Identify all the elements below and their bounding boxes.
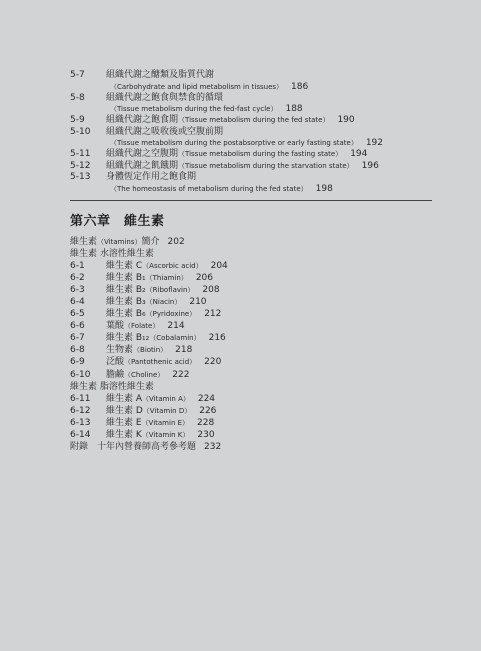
entry-english-line [70,82,440,93]
entry-title: 維生素 B₆ [106,309,146,320]
entry-english-line [70,104,440,115]
entry-english: （Choline） [124,370,165,379]
entry-page: 220 [204,357,222,368]
toc-entry-5-13[interactable] [70,172,440,195]
chapter-6-list [70,236,440,454]
entry-page: 210 [189,296,207,307]
toc-entry-5-9[interactable] [70,115,440,127]
entry-number: 6-10 [70,369,91,380]
entry-title: 維生素 [70,236,98,247]
entry-title: 組織代謝之吸收後或空腹前期 [106,126,224,137]
entry-suffix: 簡介 [141,236,160,247]
entry-english-line [70,138,440,149]
toc-entry-5-8[interactable] [70,93,440,116]
entry-title: 組織代謝之飢餓期 [106,160,179,171]
entry-title: 膽鹼 [106,369,125,380]
entry-title: 維生素 D [106,405,143,416]
entry-number: 5-10 [70,126,91,137]
entry-title: 組織代謝之空腹期 [106,149,179,159]
entry-title: 維生素 B₁₂ [106,333,150,344]
entry-page: 224 [197,393,216,404]
entry-english: （Folate） [124,322,160,331]
entry-english: （Vitamin E） [141,418,190,427]
entry-english: （Tissue metabolism during the fasting state） [178,150,343,158]
toc-entry-vitamins-intro[interactable] [70,236,440,248]
entry-page: 204 [210,260,228,271]
entry-title: 身體恆定作用之飽食期 [106,172,197,182]
entry-title: 維生素 脂溶性維生素 [70,381,154,392]
entry-title: 維生素 水溶性維生素 [70,248,154,259]
entry-title: 維生素 B₁ [106,272,146,283]
entry-number: 6-5 [70,309,85,320]
entry-page: 218 [175,345,193,356]
entry-title: 葉酸 [106,321,125,332]
entry-title: 組織代謝之飽食與禁食的循環 [106,92,224,103]
entry-number: 6-14 [70,430,91,440]
toc-entry-6-3[interactable] [70,284,440,296]
toc-entry-6-13[interactable] [70,417,440,429]
entry-page: 208 [202,284,220,295]
entry-english: （Vitamin A） [142,394,190,403]
toc-entry-6-14[interactable] [70,429,440,441]
entry-english: （Carbohydrate and lipid metabolism in tissues） [110,82,284,91]
entry-title: 維生素 B₂ [106,284,146,295]
entry-page: 226 [199,405,217,416]
entry-page: 188 [285,104,303,114]
entry-title: 維生素 E [106,417,142,428]
entry-page: 206 [195,272,213,283]
entry-number: 6-7 [70,333,85,344]
entry-english: （Pantothenic acid） [124,358,197,367]
entry-number: 5-11 [70,149,91,159]
toc-entry-6-5[interactable] [70,308,440,320]
entry-title: 泛酸 [106,357,125,368]
entry-page: 216 [208,333,226,344]
toc-entry-appendix[interactable] [70,441,440,453]
chapter-title: 第六章 維生素 [70,213,165,229]
entry-page: 212 [204,309,222,320]
entry-title: 維生素 K [106,430,142,440]
entry-page: 232 [204,442,222,453]
entry-english-line [70,184,440,195]
entry-number: 6-12 [70,405,91,416]
entry-english: （Vitamins） [97,237,142,246]
entry-english: （Tissue metabolism during the postabsorptive or early fasting state） [110,139,358,147]
entry-page: 190 [337,115,355,125]
entry-number: 5-13 [70,172,91,182]
toc-entry-6-11[interactable] [70,393,440,405]
entry-title: 組織代謝之飽食期 [106,115,179,125]
entry-english: （Riboflavin） [145,285,195,294]
entry-page: 202 [167,236,185,247]
entry-number: 6-13 [70,417,91,428]
entry-number: 6-6 [70,321,85,332]
entry-number: 5-9 [70,115,85,125]
toc-entry-5-12[interactable] [70,161,440,173]
entry-number: 6-2 [70,272,85,283]
entry-english: （Cobalamin） [149,334,201,343]
entry-title: 組織代謝之醣類及脂質代謝 [106,70,215,80]
toc-entry-6-8[interactable] [70,344,440,356]
entry-page: 228 [197,417,215,428]
entry-english: （Ascorbic acid） [142,261,203,270]
entry-title: 附錄 十年內營養師高考參考題 [70,442,197,453]
entry-number: 6-11 [70,393,91,404]
entry-english: （Niacin） [145,297,182,306]
section-divider [70,200,432,201]
entry-page: 192 [365,138,384,148]
entry-number: 6-9 [70,357,85,368]
entry-english: （The homeostasis of metabolism during the fed state） [110,184,308,193]
toc-entry-6-9[interactable] [70,356,440,368]
table-of-contents [70,70,440,453]
toc-entry-6-12[interactable] [70,405,440,417]
toc-entry-5-11[interactable] [70,149,440,161]
entry-title: 維生素 B₃ [106,296,146,307]
entry-english: （Vitamin K） [141,431,190,439]
toc-entry-6-10[interactable] [70,369,440,381]
toc-entry-5-7[interactable] [70,70,440,93]
toc-entry-6-7[interactable] [70,332,440,344]
entry-number: 5-8 [70,92,85,103]
toc-entry-6-6[interactable] [70,320,440,332]
toc-entry-6-2[interactable] [70,272,440,284]
entry-page: 214 [167,321,185,332]
entry-page: 222 [172,369,190,380]
entry-english: （Biotin） [133,346,168,355]
entry-english: （Tissue metabolism during the fed state） [178,116,330,124]
entry-page: 194 [350,149,368,159]
entry-title: 維生素 C [106,260,143,271]
entry-number: 5-12 [70,160,91,171]
entry-number: 6-3 [70,284,85,295]
section-5-list [70,70,440,195]
entry-number: 6-4 [70,296,85,307]
entry-english: （Tissue metabolism during the fed-fast cycle） [110,105,278,113]
toc-subheading-water-soluble [70,248,440,260]
toc-entry-6-4[interactable] [70,296,440,308]
entry-number: 6-8 [70,345,85,356]
entry-page: 230 [197,430,215,440]
entry-number: 6-1 [70,260,85,271]
entry-number: 5-7 [70,70,85,80]
entry-english: （Tissue metabolism during the starvation state） [178,161,354,170]
entry-page: 196 [361,160,379,171]
entry-page: 198 [315,183,333,194]
entry-english: （Thiamin） [145,273,188,282]
entry-title: 維生素 A [106,393,143,404]
entry-title: 生物素 [106,345,134,356]
entry-page: 186 [291,81,309,92]
entry-english: （Pyridoxine） [145,310,197,319]
entry-english: （Vitamin D） [142,406,192,415]
toc-entry-6-1[interactable] [70,260,440,272]
toc-entry-5-10[interactable] [70,127,440,150]
toc-subheading-fat-soluble [70,381,440,393]
